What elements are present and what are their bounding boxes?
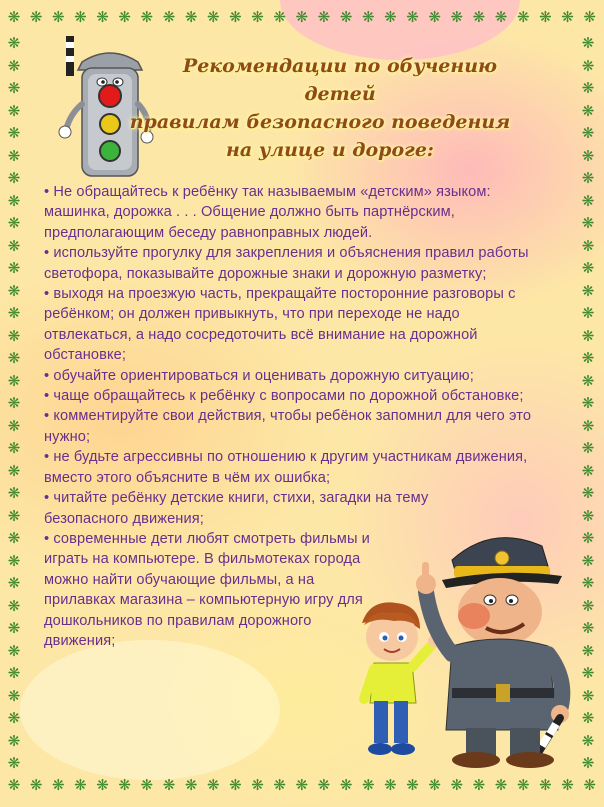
star-border-left: [6, 36, 22, 771]
star-border-icon: ❋: [7, 665, 21, 682]
star-border-icon: ❋: [516, 777, 530, 794]
recommendation-item: • чаще обращайтесь к ребёнку с вопросами по дорожной обстановке;: [44, 388, 524, 405]
recommendation-item: • комментируйте свои действия, чтобы ребёнок запомнил для чего это нужно;: [44, 408, 532, 445]
star-border-icon: ❋: [581, 755, 595, 772]
star-border-icon: ❋: [583, 777, 596, 794]
star-border-icon: ❋: [581, 485, 595, 502]
star-border-icon: ❋: [7, 327, 21, 345]
star-border-icon: ❋: [7, 57, 21, 75]
star-border-icon: ❋: [581, 665, 595, 682]
star-border-icon: ❋: [361, 9, 375, 26]
star-border-icon: ❋: [140, 9, 154, 26]
star-border-icon: ❋: [406, 777, 419, 794]
star-border-icon: ❋: [206, 9, 220, 26]
star-border-icon: ❋: [581, 575, 595, 592]
star-border-icon: ❋: [295, 777, 309, 794]
title-line-2: правилам безопасного поведения: [129, 111, 511, 133]
star-border-icon: ❋: [406, 9, 419, 26]
recommendation-item: • выходя на проезжую часть, прекращайте посторонние разговоры с ребёнком; он должен привыкнуть, что при переходе не надо отвлекаться, а надо сосредоточить всё внимание на дорожной обстановке;: [44, 286, 516, 364]
star-border-icon: ❋: [581, 462, 595, 480]
star-border-icon: ❋: [317, 777, 331, 794]
star-border-icon: ❋: [7, 530, 21, 547]
star-border-icon: ❋: [7, 282, 21, 300]
star-border-icon: ❋: [581, 687, 595, 705]
star-border-icon: ❋: [7, 732, 21, 750]
star-border-icon: ❋: [273, 777, 286, 794]
star-border-icon: ❋: [581, 350, 595, 367]
star-border-icon: ❋: [162, 777, 176, 794]
star-border-icon: ❋: [7, 350, 21, 367]
star-border-icon: ❋: [7, 215, 21, 232]
star-border-icon: ❋: [581, 305, 595, 322]
recommendation-item: • используйте прогулку для закрепления и объяснения правил работы светофора, показывайте дорожные знаки и дорожную разметку;: [44, 245, 529, 282]
star-border-icon: ❋: [428, 777, 441, 794]
star-border-icon: ❋: [581, 530, 595, 547]
star-border-icon: ❋: [581, 125, 595, 142]
star-border-icon: ❋: [7, 642, 21, 660]
star-border-icon: ❋: [581, 417, 595, 435]
star-border-icon: ❋: [472, 777, 486, 794]
star-border-icon: ❋: [581, 372, 595, 390]
star-border-icon: ❋: [339, 777, 353, 794]
star-border-icon: ❋: [96, 9, 109, 26]
star-border-icon: ❋: [581, 642, 595, 660]
recommendation-item: • современные дети любят смотреть фильмы и играть на компьютере. В фильмотеках города можно найти обучающие фильмы, а на прилавках магазина – компьютерную игру для дошкольников по правилам дорожного движения;: [44, 530, 370, 649]
recommendation-item: • читайте ребёнку детские книги, стихи, загадки на тему безопасного движения;: [44, 490, 429, 527]
star-border-icon: ❋: [118, 777, 131, 794]
star-border-icon: ❋: [494, 777, 508, 794]
star-border-icon: ❋: [251, 9, 264, 26]
star-border-icon: ❋: [472, 9, 486, 26]
title-line-1: Рекомендации по обучению детей: [182, 55, 498, 105]
star-border-icon: ❋: [7, 125, 21, 142]
star-border-icon: ❋: [29, 9, 43, 26]
recommendation-item: • Не обращайтесь к ребёнку так называемым «детским» языком: машинка, дорожка . . . Общение должно быть партнёрским, предполагающим беседу равноправных людей.: [44, 184, 491, 241]
star-border-right: [580, 36, 596, 771]
star-border-icon: ❋: [450, 9, 464, 26]
star-border-icon: ❋: [581, 260, 595, 277]
star-border-icon: ❋: [184, 9, 198, 26]
star-border-icon: ❋: [29, 777, 43, 794]
star-border-icon: ❋: [7, 507, 21, 525]
star-border-icon: ❋: [7, 755, 21, 772]
police-officer-illustration: [412, 520, 582, 770]
star-border-icon: ❋: [7, 35, 21, 52]
star-border-icon: ❋: [7, 192, 21, 210]
recommendation-item: • не будьте агрессивны по отношению к другим участникам движения, вместо этого объясните в чём их ошибка;: [44, 449, 528, 486]
star-border-icon: ❋: [581, 57, 595, 75]
star-border-icon: ❋: [428, 9, 441, 26]
star-border-bottom: [6, 778, 598, 793]
star-border-icon: ❋: [581, 35, 595, 52]
recommendation-item: • обучайте ориентироваться и оценивать дорожную ситуацию;: [44, 367, 474, 384]
star-border-icon: ❋: [7, 620, 21, 637]
star-border-icon: ❋: [206, 777, 220, 794]
star-border-icon: ❋: [581, 597, 595, 615]
star-border-icon: ❋: [581, 710, 595, 727]
star-border-icon: ❋: [7, 305, 21, 322]
star-border-icon: ❋: [317, 9, 331, 26]
star-border-icon: ❋: [229, 777, 242, 794]
star-border-top: [6, 10, 598, 25]
star-border-icon: ❋: [581, 395, 595, 412]
star-border-icon: ❋: [539, 9, 552, 26]
star-border-icon: ❋: [581, 237, 595, 255]
star-border-icon: ❋: [7, 417, 21, 435]
star-border-icon: ❋: [7, 597, 21, 615]
star-border-icon: ❋: [7, 237, 21, 255]
star-border-icon: ❋: [581, 147, 595, 165]
star-border-icon: ❋: [7, 372, 21, 390]
star-border-icon: ❋: [7, 575, 21, 592]
page-title: [129, 52, 520, 164]
star-border-icon: ❋: [118, 9, 131, 26]
star-border-icon: ❋: [7, 395, 21, 412]
star-border-icon: ❋: [581, 170, 595, 187]
star-border-icon: ❋: [7, 485, 21, 502]
star-border-icon: ❋: [516, 9, 530, 26]
star-border-icon: ❋: [581, 215, 595, 232]
star-border-icon: ❋: [229, 9, 242, 26]
star-border-icon: ❋: [96, 777, 109, 794]
star-border-icon: ❋: [7, 260, 21, 277]
star-border-icon: ❋: [7, 777, 21, 794]
star-border-icon: ❋: [581, 192, 595, 210]
star-border-icon: ❋: [7, 147, 21, 165]
star-border-icon: ❋: [184, 777, 198, 794]
star-border-icon: ❋: [7, 102, 21, 120]
star-border-icon: ❋: [539, 777, 552, 794]
star-border-icon: ❋: [74, 777, 87, 794]
star-border-icon: ❋: [581, 552, 595, 570]
star-border-icon: ❋: [581, 507, 595, 525]
star-border-icon: ❋: [51, 777, 65, 794]
star-border-icon: ❋: [581, 327, 595, 345]
star-border-icon: ❋: [273, 9, 286, 26]
star-border-icon: ❋: [581, 440, 595, 457]
star-border-icon: ❋: [51, 9, 65, 26]
star-border-icon: ❋: [74, 9, 87, 26]
star-border-icon: ❋: [7, 552, 21, 570]
star-border-icon: ❋: [162, 9, 176, 26]
star-border-icon: ❋: [384, 777, 397, 794]
star-border-icon: ❋: [581, 102, 595, 120]
star-border-icon: ❋: [384, 9, 397, 26]
bg-blob-white: [20, 640, 280, 780]
star-border-icon: ❋: [581, 80, 595, 97]
star-border-icon: ❋: [7, 9, 21, 26]
star-border-icon: ❋: [583, 9, 596, 26]
star-border-icon: ❋: [7, 440, 21, 457]
star-border-icon: ❋: [7, 80, 21, 97]
star-border-icon: ❋: [7, 710, 21, 727]
title-line-3: на улице и дороге:: [226, 139, 434, 161]
star-border-icon: ❋: [7, 462, 21, 480]
star-border-icon: ❋: [140, 777, 154, 794]
star-border-icon: ❋: [561, 777, 574, 794]
star-border-icon: ❋: [361, 777, 375, 794]
star-border-icon: ❋: [7, 687, 21, 705]
star-border-icon: ❋: [581, 282, 595, 300]
star-border-icon: ❋: [450, 777, 464, 794]
star-border-icon: ❋: [581, 732, 595, 750]
star-border-icon: ❋: [7, 170, 21, 187]
star-border-icon: ❋: [581, 620, 595, 637]
star-border-icon: ❋: [251, 777, 264, 794]
star-border-icon: ❋: [295, 9, 309, 26]
star-border-icon: ❋: [494, 9, 508, 26]
star-border-icon: ❋: [339, 9, 353, 26]
star-border-icon: ❋: [561, 9, 574, 26]
